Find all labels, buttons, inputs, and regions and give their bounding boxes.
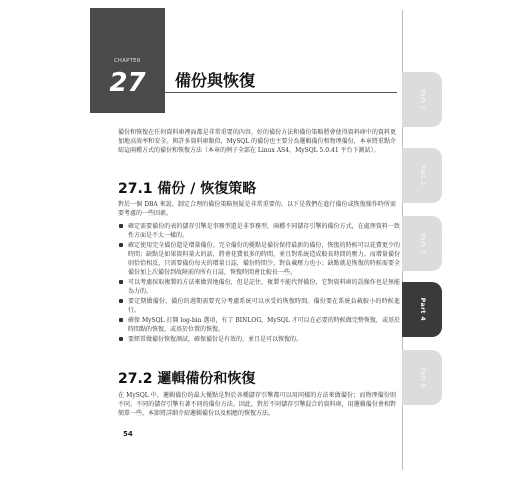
side-tab-label: Part 5 [419, 367, 426, 388]
bullet-icon [119, 280, 123, 284]
chapter-title: 備份與恢復 [175, 71, 256, 90]
page-number: 54 [123, 430, 133, 438]
chapter-intro: 備份和恢復在任何資料庫裡面都是非常重要的內容，好的備份方法和備份策略將會使得資料庫中的資料更加地高效率和安全。與許多資料庫類似，MySQL 的備份也主要分為邏輯備份和物理備份，本章將重點介紹這兩種方式的備份和恢復方法（本章的例子全部在 Linux AS4、MySQL 5.0.41 平台下測試）。 [118, 129, 396, 154]
bullet-icon [119, 224, 123, 228]
list-item-text: 可以考慮採取複製的方法來做異地備份，但是記住，複製不能代替備份，它對資料庫的誤操作也是無能為力的。 [128, 279, 400, 295]
list-item [118, 241, 400, 277]
list-item-text: 確定需要備份的表的儲存引擎是事務型還是非事務型，兩種不同儲存引擎的備份方式，在處理資料一致性方面是不太一樣的。 [128, 223, 400, 239]
side-tab-label: Part 3 [419, 233, 426, 254]
bullet-icon [119, 243, 123, 247]
list-item [118, 316, 400, 334]
list-item-text: 要定期做備份，備份的週期需要充分考慮系統可以承受的恢復時間。備份要在系統負載較小的時候進行。 [128, 298, 400, 314]
section-2-heading: 27.2 邏輯備份和恢復 [118, 371, 256, 387]
side-tab-part-3[interactable] [402, 216, 442, 271]
section-1-intro: 對於一個 DBA 來說，制定合理的備份策略無疑是非常重要的。以下是我們在進行備份或恢復操作時所需要考慮的一些因素。 [118, 201, 396, 217]
side-tab-part-5[interactable] [402, 350, 442, 405]
list-item-text: 確保 MySQL 打開 log-bin 選項，有了 BINLOG，MySQL 才可以在必要的時候做完整恢復，或基於時間點的恢復，或基於位置的恢復。 [128, 317, 400, 333]
strategy-list [118, 222, 400, 345]
bullet-icon [119, 337, 123, 341]
list-item [118, 335, 400, 344]
list-item-text: 要經常做備份恢復測試，確保備份是有效的，並且是可以恢復的。 [128, 336, 303, 343]
section-2-intro: 在 MySQL 中，邏輯備份的最大優點是對於各種儲存引擎都可以用同樣的方法來做備份；而物理備份則不同，不同的儲存引擎有著不同的備份方法。因此，對於不同儲存引擎混合的資料庫，用邏輯備份會相對簡單一些。本節將詳細介紹邏輯備份以及相應的恢復方法。 [118, 392, 396, 417]
side-tab-label: Part 1 [419, 89, 426, 110]
side-tab-part-2[interactable] [402, 148, 442, 203]
chapter-block [90, 8, 165, 113]
list-item-text: 確定使用完全備份還是增量備份。完全備份的優點是備份保持最新的備份，恢復的時候可以花費更少的時間；缺點是如果資料量大的話，將會花費很多的時間，並且對系統造成較長時間的壓力。而增量備份則恰恰相反，只需要備份每天的增量日誌，備份時間少，對負載壓力也小；缺點就是恢復的時候需要全備份加上次備份到故障前的所有日誌，恢復時間會比較長一些。 [128, 242, 400, 276]
bullet-icon [119, 299, 123, 303]
section-1-heading: 27.1 備份 / 恢復策略 [118, 181, 257, 197]
side-tab-label: Part 4 [419, 297, 426, 322]
side-tab-label: Part 2 [419, 165, 426, 186]
list-item [118, 222, 400, 240]
side-tab-part-4[interactable] [402, 282, 442, 337]
chapter-number: 27 [109, 68, 146, 98]
list-item [118, 278, 400, 296]
bullet-icon [119, 318, 123, 322]
side-tab-part-1[interactable] [402, 72, 442, 127]
list-item [118, 297, 400, 315]
chapter-label: CHAPTER [114, 58, 141, 64]
